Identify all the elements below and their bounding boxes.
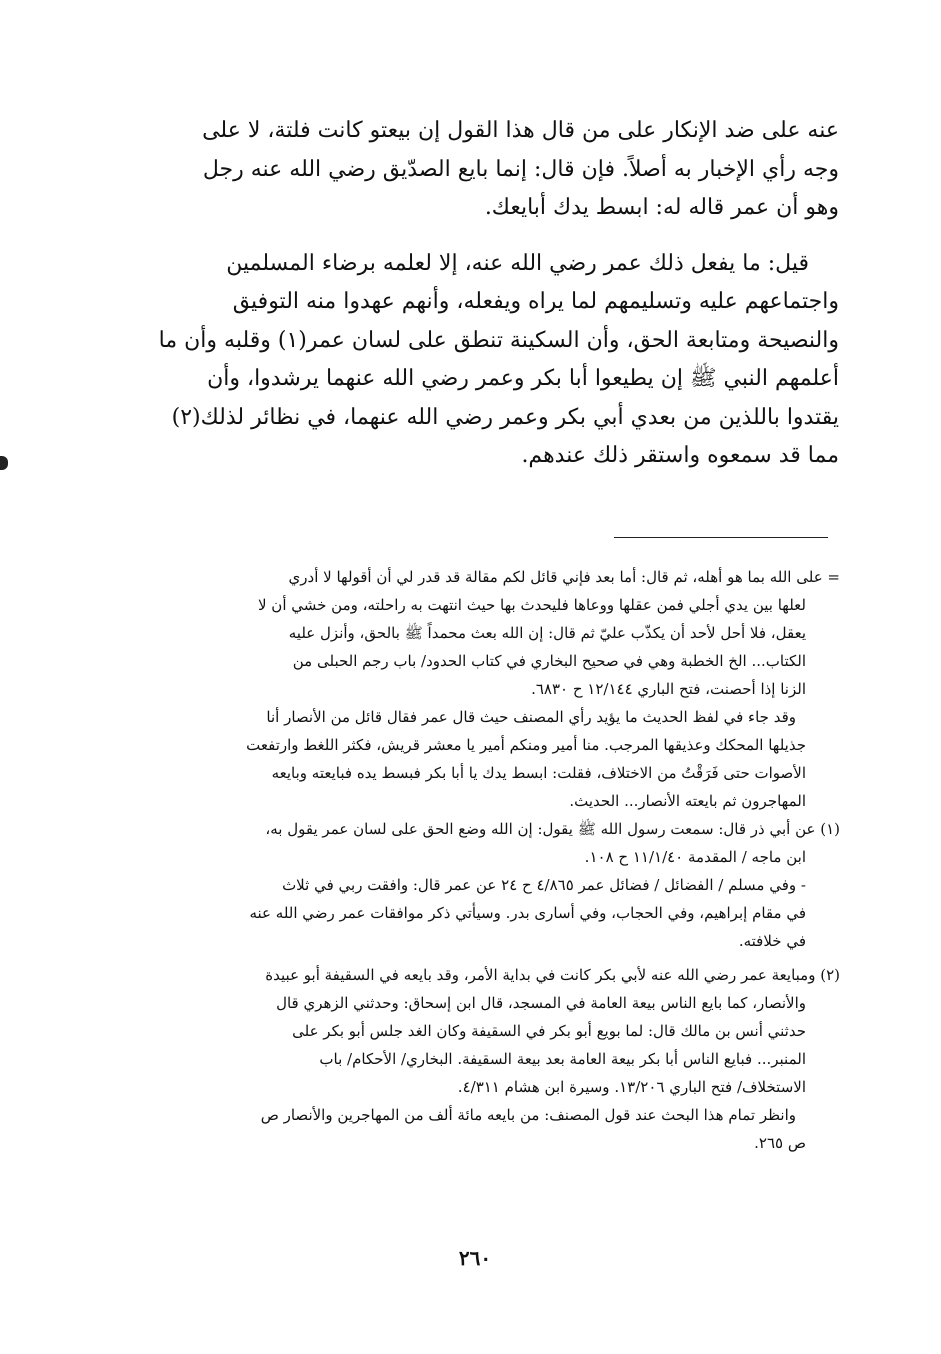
footnote-line: ابن ماجه / المقدمة ١١/١/٤٠ ح ١٠٨. bbox=[584, 848, 806, 866]
footnote-line: المهاجرون ثم بايعته الأنصار... الحديث. bbox=[569, 792, 806, 810]
footnote-line: في مقام إبراهيم، وفي الحجاب، وفي أسارى بدر. وسيأتي ذكر موافقات عمر رضي الله عنه bbox=[249, 904, 806, 922]
footnote-2: (٢) ومبايعة عمر رضي الله عنه لأبي بكر كانت في بداية الأمر، وقد بايعه في السقيفة أبو عبيدة bbox=[265, 966, 840, 984]
footnote-line: والأنصار، كما بايع الناس بيعة العامة في المسجد، قال ابن إسحاق: وحدثني الزهري قال bbox=[276, 994, 806, 1012]
footnote-line: الاستخلاف/ فتح الباري ١٣/٢٠٦. وسيرة ابن هشام ٤/٣١١. bbox=[457, 1078, 806, 1096]
main-line: وجه رأي الإخبار به أصلاً. فإن قال: إنما بايع الصدّيق رضي الله عنه رجل bbox=[202, 156, 839, 182]
main-text bbox=[112, 112, 839, 476]
main-line: عنه على ضد الإنكار على من قال هذا القول إن بيعتو كانت فلتة، لا على bbox=[202, 118, 839, 143]
main-line: والنصيحة ومتابعة الحق، وأن السكينة تنطق على لسان عمر(١) وقلبه وأن ما bbox=[158, 327, 839, 353]
main-line: مما قد سمعوه واستقر ذلك عندهم. bbox=[521, 443, 839, 468]
footnote-line: لعلها بين يدي أجلي فمن عقلها ووعاها فليحدث بها حيث انتهت به راحلته، ومن خشي أن لا bbox=[257, 596, 806, 614]
footnote-line: ص ٢٦٥. bbox=[754, 1134, 806, 1152]
main-line: وهو أن عمر قاله له: ابسط يدك أبايعك. bbox=[484, 195, 839, 220]
footnote-line: يعقل، فلا أحل لأحد أن يكذّب عليّ ثم قال: إن الله بعث محمداً ﷺ بالحق، وأنزل عليه bbox=[288, 624, 806, 642]
page-number: ٢٦٠ bbox=[458, 1246, 492, 1270]
footnote-line: حدثني أنس بن مالك قال: لما بويع أبو بكر في السقيفة وكان الغد جلس أبو بكر على bbox=[292, 1022, 806, 1040]
footnote-line: = على الله بما هو أهله، ثم قال: أما بعد فإني قائل لكم مقالة قد قدر لي أن أقولها لا أدري bbox=[288, 568, 840, 586]
main-line: يقتدوا باللذين من بعدي أبي بكر وعمر رضي الله عنهما، في نظائر لذلك(٢) bbox=[171, 404, 839, 430]
main-line: أعلمهم النبي ﷺ إن يطيعوا أبا بكر وعمر رضي الله عنهما يرشدوا، وأن bbox=[207, 366, 839, 391]
footnote-line: جذيلها المحكك وعذيقها المرجب. منا أمير ومنكم أمير يا معشر قريش، فكثر اللغط وارتفعت bbox=[246, 736, 806, 754]
footnote-line: الزنا إذا أحصنت، فتح الباري ١٢/١٤٤ ح ٦٨٣٠. bbox=[531, 680, 806, 698]
footnote-line: الكتاب... الخ الخطبة وهي في صحيح البخاري في كتاب الحدود/ باب رجم الحبلى من bbox=[292, 652, 806, 670]
main-line: قيل: ما يفعل ذلك عمر رضي الله عنه، إلا لعلمه برضاء المسلمين bbox=[226, 250, 809, 276]
footnote-line: الأصوات حتى فَرَقْتُ من الاختلاف، فقلت: ابسط يدك يا أبا بكر فبسط يده فبايعته وبايعه bbox=[271, 764, 806, 782]
margin-mark bbox=[0, 456, 8, 470]
footnote-line: المنبر... فبايع الناس أبا بكر بيعة العامة بعد بيعة السقيفة. البخاري/ الأحكام/ باب bbox=[319, 1050, 806, 1068]
footnote-line: في خلافته. bbox=[738, 932, 806, 950]
main-line: واجتماعهم عليه وتسليمهم لما يراه ويفعله، وأنهم عهدوا منه التوفيق bbox=[232, 289, 839, 314]
footnote-line: وانظر تمام هذا البحث عند قول المصنف: من بايعه مائة ألف من المهاجرين والأنصار ص bbox=[260, 1106, 796, 1124]
footnotes bbox=[128, 563, 840, 1157]
footnote-1: (١) عن أبي ذر قال: سمعت رسول الله ﷺ يقول: إن الله وضع الحق على لسان عمر يقول به، bbox=[265, 820, 840, 838]
footnote-line: - وفي مسلم / الفضائل / فضائل عمر ٤/٨٦٥ ح ٢٤ عن عمر قال: وافقت ربي في ثلاث bbox=[282, 876, 806, 894]
footnote-line: وقد جاء في لفظ الحديث ما يؤيد رأي المصنف حيث قال عمر فقال قائل من الأنصار أنا bbox=[266, 708, 796, 726]
footnote-separator bbox=[614, 537, 828, 538]
